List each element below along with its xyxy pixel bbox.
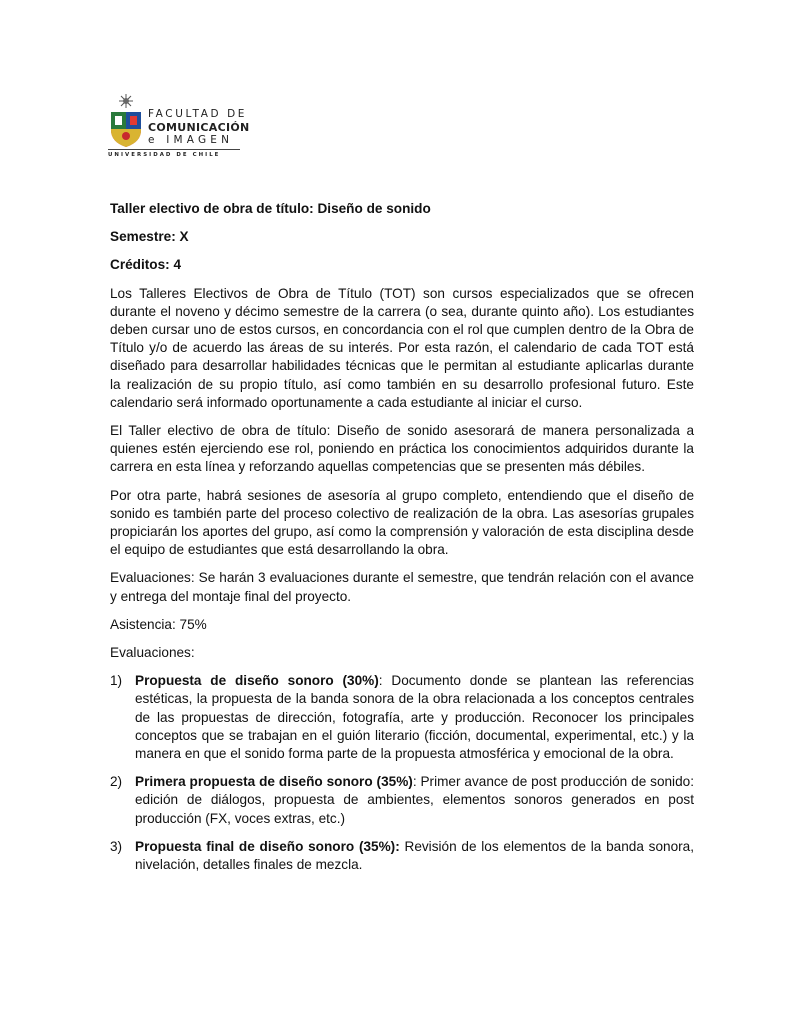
creditos-label: Créditos: 4 bbox=[110, 257, 182, 273]
list-item bbox=[110, 838, 694, 874]
paragraph-evaluations-summary: Evaluaciones: Se harán 3 evaluaciones durante el semestre, que tendrán relación con el avance y entrega del montaje final del proyecto. bbox=[110, 570, 694, 604]
list-item-number: 1) bbox=[110, 673, 123, 689]
logo-line-universidad: UNIVERSIDAD DE CHILE bbox=[108, 152, 221, 158]
document-body bbox=[110, 200, 694, 874]
paragraph-personalized: El Taller electivo de obra de título: Diseño de sonido asesorará de manera personalizada a quienes estén ejerciendo ese rol, poniendo en práctica los conocimientos adquiridos durante la carrera en esta línea y reforzando aquellas competencias que se presenten más débiles. bbox=[110, 423, 694, 475]
evaluations-label: Evaluaciones: bbox=[110, 645, 195, 661]
faculty-logo bbox=[108, 92, 248, 162]
list-item-text: : Documento donde se plantean las referencias estéticas, la propuesta de la banda sonora de la obra relacionada a los conceptos centrales de las propuestas de dirección, fotografía, arte y producción. Reconocer los principales conceptos que se trabajan en el guión literario (ficción, documental, experimental, etc.) y la manera en que el sonido forma parte de la propuesta atmosférica y emocional de la obra. bbox=[135, 673, 694, 762]
semestre-label: Semestre: X bbox=[110, 229, 189, 245]
logo-line-facultad: FACULTAD DE bbox=[148, 108, 248, 120]
list-item-text: Revisión de los elementos de la banda sonora, nivelación, detalles finales de mezcla. bbox=[135, 838, 695, 873]
paragraph-intro: Los Talleres Electivos de Obra de Título (TOT) son cursos especializados que se ofrecen durante el noveno y décimo semestre de la carrera (o sea, durante quinto año). Los estudiantes deben cursar uno de estos cursos, en concordancia con el rol que cumplen dentro de la Obra de Título y/o de acuerdo las áreas de su interés. Por esta razón, el calendario de cada TOT está diseñado para desarrollar habilidades técnicas que le permitan al estudiante aplicarlas durante la realización de su propio título, así como también en su desarrollo profesional futuro. Este calendario será informado oportunamente a cada estudiante al iniciar el curso. bbox=[110, 285, 694, 410]
list-item-title: Propuesta de diseño sonoro (30%) bbox=[135, 673, 379, 689]
evaluations-list bbox=[110, 672, 694, 874]
list-item-title: Propuesta final de diseño sonoro (35%): bbox=[135, 838, 400, 854]
logo-line-comunicacion: COMUNICACIÓN bbox=[148, 121, 250, 134]
list-item-number: 2) bbox=[110, 774, 123, 790]
list-item bbox=[110, 773, 694, 828]
logo-line-imagen: e IMAGEN bbox=[148, 134, 234, 146]
document-title: Taller electivo de obra de título: Diseño de sonido bbox=[110, 201, 431, 216]
list-item-text: : Primer avance de post producción de sonido: edición de diálogos, propuesta de ambientes, elementos sonoros generados en post producción (FX, voces extras, etc.) bbox=[135, 774, 694, 826]
paragraph-group-sessions: Por otra parte, habrá sesiones de asesoría al grupo completo, entendiendo que el diseño de sonido es también parte del proceso colectivo de realización de la obra. Las asesorías grupales propiciarán los aportes del grupo, así como la comprensión y valoración de esta disciplina desde el equipo de estudiantes que está desarrollando la obra. bbox=[110, 487, 694, 558]
attendance-label: Asistencia: 75% bbox=[110, 616, 207, 632]
list-item-title: Primera propuesta de diseño sonoro (35%) bbox=[135, 774, 413, 790]
list-item-number: 3) bbox=[110, 838, 123, 854]
logo-divider bbox=[108, 149, 240, 150]
list-item bbox=[110, 672, 694, 763]
university-seal-icon bbox=[108, 92, 144, 148]
